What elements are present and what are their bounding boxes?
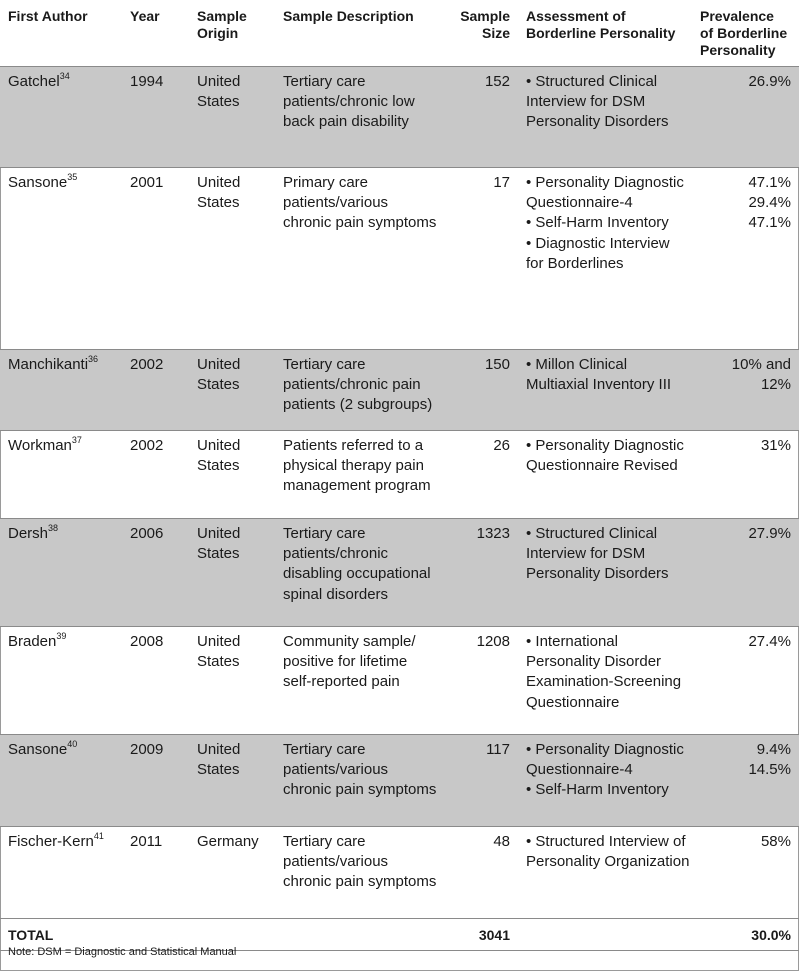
author-name: Fischer-Kern: [8, 833, 94, 850]
cell-year: 2008: [122, 627, 189, 735]
cell-prevalence: [692, 827, 799, 919]
author-ref: 35: [67, 172, 78, 182]
total-prevalence: 30.0%: [692, 919, 799, 951]
cell-year: 2002: [122, 431, 189, 519]
prevalence-value: 27.9%: [748, 525, 791, 542]
assessment-item: • Personality Diagnostic Questionnaire-4: [526, 741, 684, 779]
assessment-item: • Millon Clinical Multiaxial Inventory III: [526, 356, 672, 394]
cell-assessment: [518, 519, 692, 627]
cell-author: [0, 627, 122, 735]
assessment-item: • Diagnostic Interview for Borderlines: [526, 234, 670, 272]
author-name: Gatchel: [8, 73, 60, 90]
cell-year: 2011: [122, 827, 189, 919]
cell-prevalence: [692, 67, 799, 168]
cell-assessment: [518, 431, 692, 519]
header-year: Year: [122, 0, 189, 67]
prevalence-value: 58%: [760, 833, 791, 850]
author-ref: 36: [88, 354, 99, 364]
cell-size: 150: [445, 350, 518, 431]
header-size: Sample Size: [445, 0, 518, 67]
author-name: Sansone: [8, 174, 68, 191]
cell-assessment: [518, 168, 692, 350]
cell-author: [0, 519, 122, 627]
cell-year: 2001: [122, 168, 189, 350]
assessment-item: • Self-Harm Inventory: [526, 781, 669, 799]
cell-description: Patients referred to a physical therapy pain management program: [275, 431, 445, 519]
cell-prevalence: [692, 350, 799, 431]
assessment-item: • Personality Diagnostic Questionnaire-4: [526, 174, 684, 212]
cell-origin: United States: [189, 350, 275, 431]
cell-assessment: [518, 67, 692, 168]
cell-description: Community sample/ positive for lifetime self-reported pain: [275, 627, 445, 735]
cell-origin: United States: [189, 735, 275, 827]
author-name: Workman: [8, 437, 72, 454]
cell-year: 2002: [122, 350, 189, 431]
table-row: [0, 168, 799, 350]
cell-size: 26: [445, 431, 518, 519]
author-ref: 38: [48, 523, 59, 533]
total-empty-description: [275, 919, 445, 951]
cell-description: Tertiary care patients/chronic low back pain disability: [275, 67, 445, 168]
prevalence-value: 27.4%: [748, 633, 791, 650]
table-row: [0, 67, 799, 168]
cell-author: [0, 168, 122, 350]
author-ref: 34: [59, 71, 70, 81]
header-prevalence: Prevalence of Borderline Personality: [692, 0, 799, 67]
author-ref: 40: [67, 739, 78, 749]
table-row: [0, 519, 799, 627]
author-name: Dersh: [8, 525, 49, 542]
cell-prevalence: [692, 519, 799, 627]
assessment-item: • International Personality Disorder Examination-Screening Questionnaire: [526, 633, 682, 711]
prevalence-value: 9.4%: [756, 741, 791, 758]
cell-assessment: [518, 827, 692, 919]
cell-year: 1994: [122, 67, 189, 168]
header-row: [0, 0, 799, 67]
author-ref: 39: [56, 631, 67, 641]
cell-origin: United States: [189, 519, 275, 627]
author-name: Braden: [8, 633, 57, 650]
cell-size: 117: [445, 735, 518, 827]
prevalence-value: 10% and 12%: [731, 356, 791, 394]
cell-assessment: [518, 735, 692, 827]
table-row: [0, 431, 799, 519]
assessment-item: • Structured Clinical Interview for DSM Personality Disorders: [526, 73, 669, 131]
prevalence-value: 26.9%: [748, 73, 791, 90]
assessment-item: • Self-Harm Inventory: [526, 214, 669, 232]
cell-size: 48: [445, 827, 518, 919]
prevalence-value: 29.4%: [748, 194, 791, 212]
cell-description: Tertiary care patients/various chronic pain symptoms: [275, 735, 445, 827]
cell-description: Tertiary care patients/various chronic pain symptoms: [275, 827, 445, 919]
cell-author: [0, 431, 122, 519]
assessment-item: • Structured Interview of Personality Organization: [526, 833, 690, 871]
cell-year: 2009: [122, 735, 189, 827]
cell-year: 2006: [122, 519, 189, 627]
total-label: TOTAL: [0, 919, 122, 951]
header-author: First Author: [0, 0, 122, 67]
cell-author: [0, 350, 122, 431]
header-origin: Sample Origin: [189, 0, 275, 67]
cell-origin: Germany: [189, 827, 275, 919]
cell-author: [0, 827, 122, 919]
assessment-item: • Personality Diagnostic Questionnaire Revised: [526, 437, 684, 475]
cell-size: 1208: [445, 627, 518, 735]
prevalence-value: 47.1%: [748, 214, 791, 232]
table-row: [0, 735, 799, 827]
cell-assessment: [518, 627, 692, 735]
total-empty-assessment: [518, 919, 692, 951]
cell-origin: United States: [189, 67, 275, 168]
cell-origin: United States: [189, 431, 275, 519]
cell-description: Tertiary care patients/chronic pain patients (2 subgroups): [275, 350, 445, 431]
table-row: [0, 827, 799, 919]
header-description: Sample Description: [275, 0, 445, 67]
cell-origin: United States: [189, 168, 275, 350]
cell-prevalence: [692, 735, 799, 827]
cell-size: 17: [445, 168, 518, 350]
cell-size: 1323: [445, 519, 518, 627]
cell-prevalence: [692, 627, 799, 735]
cell-author: [0, 67, 122, 168]
prevalence-value: 47.1%: [748, 174, 791, 191]
author-ref: 37: [71, 435, 82, 445]
table-body: [0, 67, 799, 919]
author-name: Manchikanti: [8, 356, 89, 373]
cell-prevalence: [692, 431, 799, 519]
prevalence-value: 31%: [760, 437, 791, 454]
table-row: [0, 350, 799, 431]
cell-size: 152: [445, 67, 518, 168]
cell-origin: United States: [189, 627, 275, 735]
table-row: [0, 627, 799, 735]
cell-description: Tertiary care patients/chronic disabling occupational spinal disorders: [275, 519, 445, 627]
cell-prevalence: [692, 168, 799, 350]
cell-author: [0, 735, 122, 827]
author-name: Sansone: [8, 741, 68, 758]
assessment-item: • Structured Clinical Interview for DSM Personality Disorders: [526, 525, 669, 583]
cell-description: Primary care patients/various chronic pain symptoms: [275, 168, 445, 350]
total-size: 3041: [445, 919, 518, 951]
table-note: Note: DSM = Diagnostic and Statistical Manual: [8, 946, 237, 958]
header-assessment: Assessment of Borderline Personality: [518, 0, 692, 67]
prevalence-value: 14.5%: [748, 761, 791, 779]
cell-assessment: [518, 350, 692, 431]
author-ref: 41: [93, 831, 104, 841]
